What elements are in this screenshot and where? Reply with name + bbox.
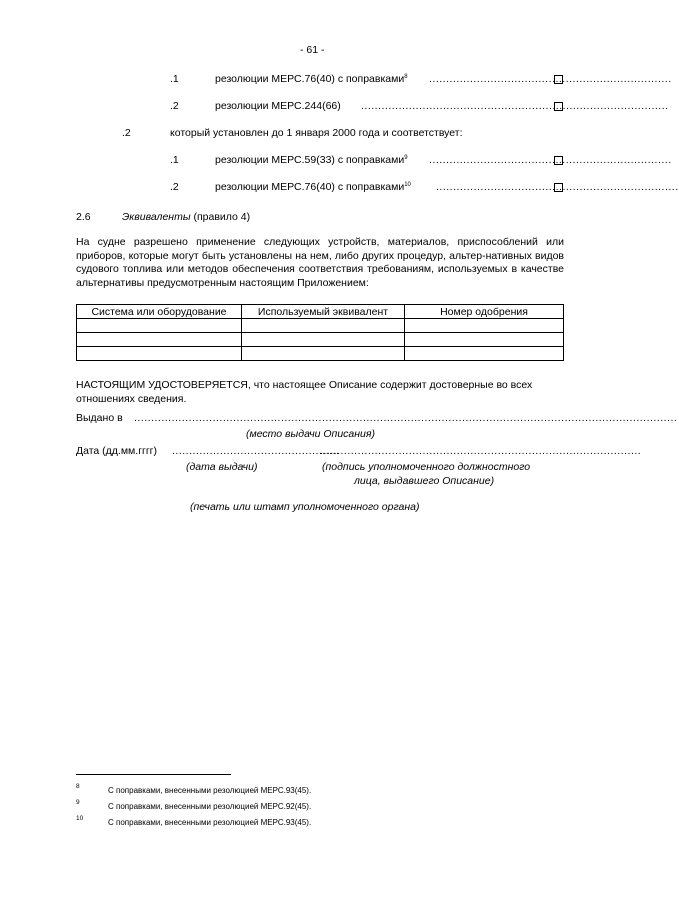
item-number: .1 — [170, 73, 179, 85]
item-label: резолюции МЕРС.244(66) — [215, 100, 341, 112]
item-label: который установлен до 1 января 2000 года и соответствует: — [170, 127, 463, 139]
section-heading — [0, 211, 640, 227]
footnote-text: С поправками, внесенными резолюцией МЕРС.92(45). — [108, 802, 312, 811]
table-row — [77, 347, 564, 361]
section-number: 2.6 — [76, 211, 91, 223]
signature-caption: (подпись уполномоченного должностного — [322, 461, 531, 473]
date-label: Дата (дд.мм.гггг) — [76, 445, 158, 457]
leader-dots: ....................................................................... — [429, 73, 672, 85]
table-header: Система или оборудование — [77, 305, 242, 319]
item-number: .2 — [170, 181, 179, 193]
checklist-item — [0, 73, 672, 89]
table-header: Используемый эквивалент — [242, 305, 405, 319]
footnote-number: 9 — [76, 799, 80, 806]
table-row — [77, 319, 564, 333]
section-title: Эквиваленты — [122, 211, 191, 223]
checklist-item — [0, 154, 672, 170]
date-caption: (дата выдачи) — [186, 461, 258, 473]
item-label: резолюции МЕРС.76(40) с поправками$^{10}$ — [215, 181, 411, 193]
checklist-item — [0, 100, 669, 116]
item-label: резолюции МЕРС.76(40) с поправками$^8$ — [215, 73, 408, 85]
date-line — [0, 445, 640, 461]
certification-rest: что настоящее Описание содержит достоверные во всех отношениях сведения. — [76, 379, 533, 405]
certification-text — [76, 379, 564, 406]
leader-dots: ....................................................................... — [436, 181, 679, 193]
description-paragraph: На судне разрешено применение следующих устройств, материалов, приспособлений или приборов, которые могут быть установлены на нем, либо других процедур, альтер-нативных видов судового топлива или методов обеспечения соответствия требованиям, используемых в качестве альтернативы предусмотренным настоящим Приложением: — [76, 236, 564, 289]
item-number: .2 — [170, 100, 179, 112]
leader-dots: ....................................................................... — [429, 154, 672, 166]
leader-dots: .......................................................................................... — [361, 100, 669, 112]
signature-caption-2: лица, выдавшего Описание) — [354, 475, 495, 487]
date-field[interactable]: ................................................. — [172, 445, 340, 457]
footnote-divider — [76, 774, 231, 775]
issued-label: Выдано в — [76, 412, 123, 424]
item-label: резолюции МЕРС.59(33) с поправками$^9$ — [215, 154, 408, 166]
footnote-text: С поправками, внесенными резолюцией МЕРС.93(45). — [108, 818, 312, 827]
issued-caption: (место выдачи Описания) — [246, 428, 375, 440]
footnote-number: 10 — [76, 815, 84, 822]
stamp-caption: (печать или штамп уполномоченного органа) — [190, 501, 420, 513]
section-rule: (правило 4) — [193, 211, 251, 223]
footnote-number: 8 — [76, 783, 80, 790]
item-number: .1 — [170, 154, 179, 166]
checklist-item — [0, 181, 679, 197]
equivalents-table — [76, 304, 564, 361]
checkbox[interactable] — [554, 183, 563, 192]
checkbox[interactable] — [554, 75, 563, 84]
signature-field[interactable]: .............................................................................................. — [320, 445, 642, 457]
checkbox[interactable] — [554, 156, 563, 165]
page-number: - 61 - — [300, 44, 325, 56]
issued-place-field[interactable]: ............................................................................................................................................................... — [134, 412, 678, 424]
sub-item-heading — [0, 127, 640, 143]
certification-caps: НАСТОЯЩИМ УДОСТОВЕРЯЕТСЯ, — [76, 379, 251, 391]
table-header: Номер одобрения — [405, 305, 564, 319]
issued-at-line — [0, 412, 678, 428]
checkbox[interactable] — [554, 102, 563, 111]
footnote-text: С поправками, внесенными резолюцией МЕРС.93(45). — [108, 786, 312, 795]
table-row — [77, 333, 564, 347]
item-number: .2 — [122, 127, 131, 139]
